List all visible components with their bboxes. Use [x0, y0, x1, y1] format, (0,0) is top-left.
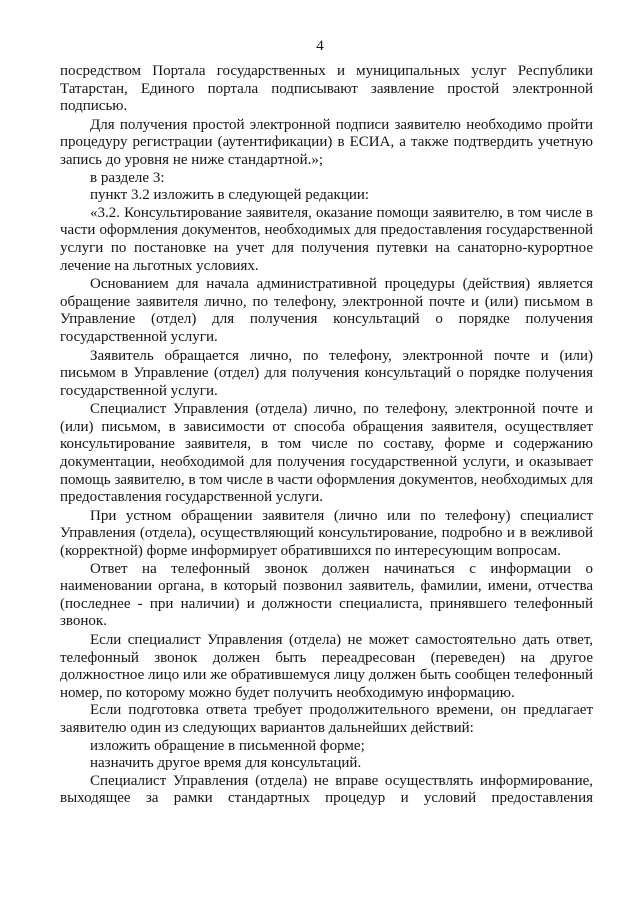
paragraph: При устном обращении заявителя (лично или по телефону) специалист Управления (отдела), осуществляющий консультирование, подробно и в вежливой (корректной) форме информирует обратившихся по интересующим вопросам. — [60, 507, 593, 560]
document-body — [60, 63, 593, 808]
paragraph: Специалист Управления (отдела) лично, по телефону, электронной почте и (или) письмом, в зависимости от способа обращения заявителя, осуществляет консультирование заявителя, в том числе по составу, форме и содержанию документации, необходимой для получения государственной услуги, и оказывает помощь заявителю, в том числе в части оформления документов, необходимых для предоставления государственной услуги. — [60, 401, 593, 506]
paragraph: Специалист Управления (отдела) не вправе осуществлять информирование, выходящее за рамки стандартных процедур и условий предоставления — [60, 772, 593, 807]
paragraph: Если специалист Управления (отдела) не может самостоятельно дать ответ, телефонный звонок должен быть переадресован (переведен) на другое должностное лицо или же обратившемуся лицу должен быть сообщен телефонный номер, по которому можно будет получить необходимую информацию. — [60, 632, 593, 701]
paragraph: «3.2. Консультирование заявителя, оказание помощи заявителю, в том числе в части оформления документов, необходимых для предоставления государственной услуги по постановке на учет для получения путевки на санаторно-курортное лечение на льготных условиях. — [60, 204, 593, 274]
paragraph: Ответ на телефонный звонок должен начинаться с информации о наименовании органа, в который позвонил заявитель, фамилии, имени, отчества (последнее - при наличии) и должности специалиста, принявшего телефонный звонок. — [60, 560, 593, 630]
paragraph: Основанием для начала административной процедуры (действия) является обращение заявителя лично, по телефону, электронной почте и (или) письмом в Управление (отдел) для получения консультаций о порядке получения государственной услуги. — [60, 276, 593, 345]
page-number: 4 — [316, 38, 324, 54]
paragraph: пункт 3.2 изложить в следующей редакции: — [90, 187, 370, 204]
paragraph: назначить другое время для консультаций. — [90, 755, 362, 772]
paragraph: Если подготовка ответа требует продолжительного времени, он предлагает заявителю один из следующих вариантов дальнейших действий: — [60, 702, 593, 736]
paragraph: Для получения простой электронной подписи заявителю необходимо пройти процедуру регистрации (аутентификации) в ЕСИА, а также подтвердить учетную запись до уровня не ниже стандартной.»; — [60, 116, 593, 168]
paragraph: в разделе 3: — [90, 169, 165, 186]
paragraph: изложить обращение в письменной форме; — [90, 737, 365, 754]
paragraph: Заявитель обращается лично, по телефону, электронной почте и (или) письмом в Управление (отдел) для получения консультаций о порядке получения государственной услуги. — [60, 347, 593, 399]
paragraph: посредством Портала государственных и муниципальных услуг Республики Татарстан, Единого портала подписывают заявление простой электронной подписью. — [60, 63, 593, 115]
